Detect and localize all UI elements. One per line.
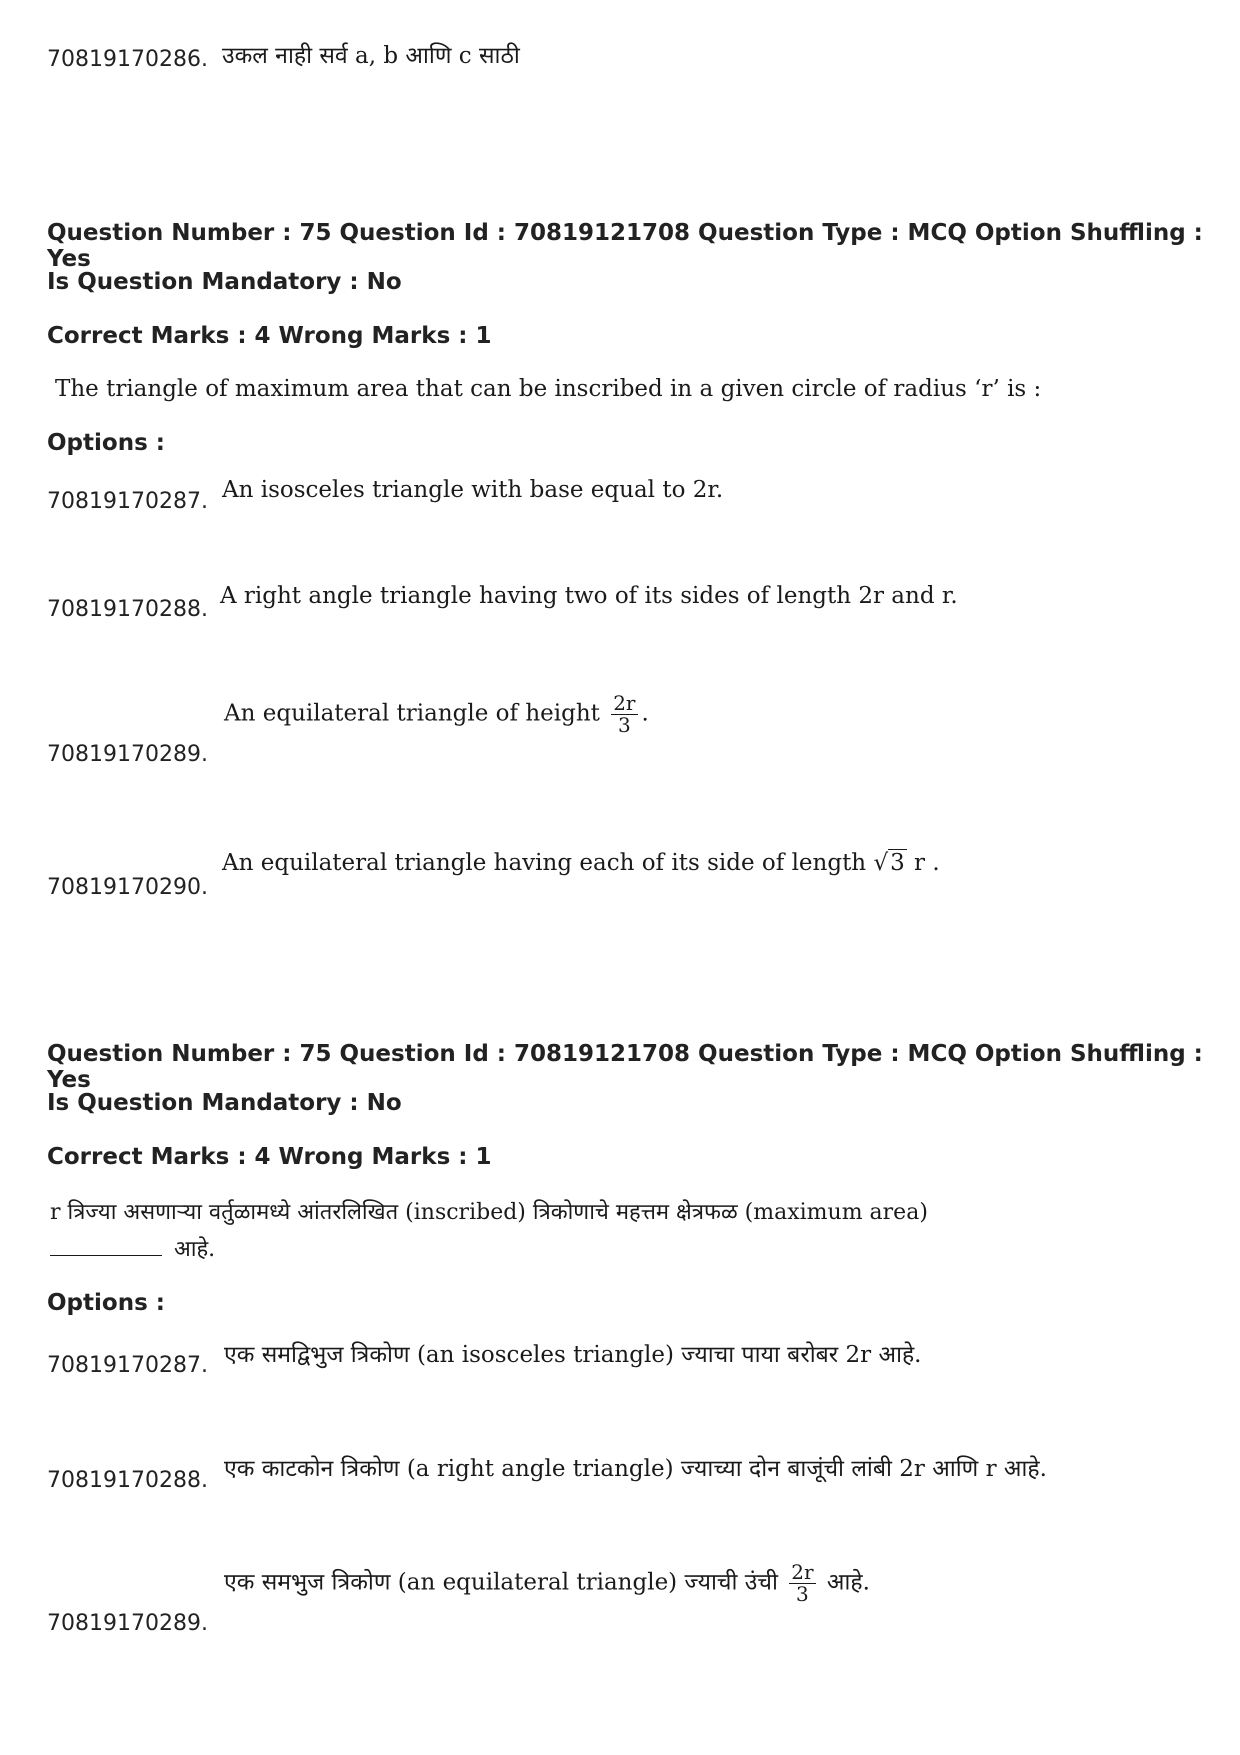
option-id: 70819170289. <box>47 1611 208 1636</box>
option-id: 70819170289. <box>47 742 208 767</box>
option-text: एक समभुज त्रिकोण (an equilateral triangle) ज्याची उंची <box>224 1569 778 1596</box>
option-text: An equilateral triangle having each of its side of length <box>222 850 867 876</box>
fraction <box>789 1562 815 1605</box>
option-text: An equilateral triangle of height <box>224 700 600 727</box>
option-id: 70819170290. <box>47 875 208 900</box>
fraction-numerator: 2r <box>613 691 636 715</box>
option-text: एक काटकोन त्रिकोण (a right angle triangle) ज्याच्या दोन बाजूंची लांबी 2r आणि r आहे. <box>224 1456 1047 1482</box>
fraction-denominator: 3 <box>617 713 631 737</box>
sqrt-radicand: 3 <box>890 850 905 876</box>
option-text: A right angle triangle having two of its sides of length 2r and r. <box>220 583 958 609</box>
option-text: एक समद्विभुज त्रिकोण (an isosceles triangle) ज्याचा पाया बरोबर 2r आहे. <box>224 1342 922 1368</box>
option-text: An isosceles triangle with base equal to 2r. <box>222 477 724 503</box>
option-text-with-fraction <box>224 693 649 736</box>
question-mandatory: Is Question Mandatory : No <box>47 1090 402 1116</box>
option-suffix: आहे. <box>826 1569 870 1596</box>
option-id: 70819170287. <box>47 489 208 514</box>
question-marks: Correct Marks : 4 Wrong Marks : 1 <box>47 1144 492 1170</box>
question-suffix: आहे. <box>174 1237 216 1262</box>
question-mandatory: Is Question Mandatory : No <box>47 269 402 295</box>
option-text: उकल नाही सर्व a, b आणि c साठी <box>222 43 520 69</box>
question-text-line2 <box>50 1233 215 1263</box>
question-meta: Question Number : 75 Question Id : 70819121708 Question Type : MCQ Option Shuffling : Yes <box>47 220 1203 272</box>
option-suffix: . <box>641 700 649 727</box>
answer-blank <box>50 1255 162 1256</box>
fraction-numerator: 2r <box>791 1560 814 1584</box>
question-meta: Question Number : 75 Question Id : 70819121708 Question Type : MCQ Option Shuffling : Yes <box>47 1041 1203 1093</box>
option-suffix: r . <box>914 850 940 876</box>
option-id: 70819170288. <box>47 1468 208 1493</box>
question-text: The triangle of maximum area that can be inscribed in a given circle of radius ‘r’ is : <box>55 376 1042 402</box>
square-root: √3 <box>873 850 905 876</box>
option-text-with-fraction <box>224 1562 870 1605</box>
question-text-line1: r त्रिज्या असणाऱ्या वर्तुळामध्ये आंतरलिखित (inscribed) त्रिकोणाचे महत्तम क्षेत्रफळ (maximum area) <box>50 1200 928 1225</box>
options-label: Options : <box>47 430 165 456</box>
options-label: Options : <box>47 1290 165 1316</box>
option-id: 70819170287. <box>47 1353 208 1378</box>
question-marks: Correct Marks : 4 Wrong Marks : 1 <box>47 323 492 349</box>
option-text-with-sqrt <box>222 850 940 876</box>
fraction <box>611 693 637 736</box>
option-id: 70819170286. <box>47 47 208 72</box>
fraction-denominator: 3 <box>796 1582 809 1606</box>
option-id: 70819170288. <box>47 597 208 622</box>
